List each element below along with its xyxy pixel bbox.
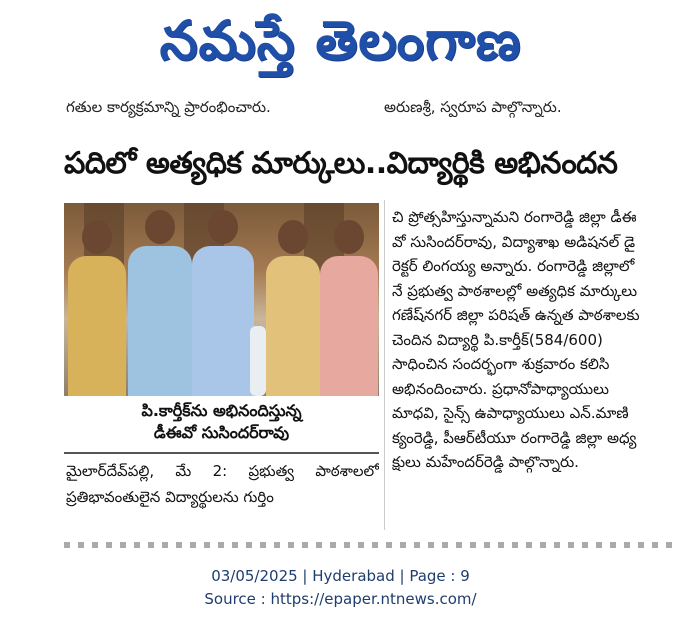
caption-divider xyxy=(64,452,379,454)
caption-line-2: డీఈవో సుసిందర్‌రావు xyxy=(153,423,290,442)
article-line: సాధించిన సందర్భంగా శుక్రవారం కలిసి xyxy=(392,355,610,373)
article-line: చెందిన విద్యార్థి పి.కార్తీక్(584/600) xyxy=(392,330,603,349)
article-line: గణేష్‌నగర్ జిల్లా పరిషత్ ఉన్నత పాఠశాలకు xyxy=(392,306,640,324)
photo-caption xyxy=(64,396,379,450)
column-divider xyxy=(384,200,385,530)
article-line: అభినందించారు. ప్రధానోపాధ్యాయులు xyxy=(392,379,609,398)
article-photo xyxy=(64,203,379,396)
article-line: రెక్టర్ లింగయ్య అన్నారు. రంగారెడ్డి జిల్లాలో xyxy=(392,257,635,275)
strip-left-text: గతుల కార్యక్రమాన్ని ప్రారంభించారు. xyxy=(66,98,271,116)
newspaper-masthead: నమస్తే తెలంగాణ xyxy=(159,8,522,72)
caption-line-1: పి.కార్తీక్‌ను అభినందిస్తున్న xyxy=(141,401,302,420)
clipping-cut-edge xyxy=(64,538,680,552)
article-line: మాధవి, సైన్స్ ఉపాధ్యాయులు ఎన్.మాణి xyxy=(392,404,629,422)
article-headline: పదిలో అత్యధిక మార్కులు..విద్యార్థికి అభినందన xyxy=(64,146,618,181)
previous-article-strip xyxy=(66,94,626,122)
clipping-source-link[interactable]: Source : https://epaper.ntnews.com/ xyxy=(204,590,477,608)
article-line: వో సుసిందర్‌రావు, విద్యాశాఖ అడిషనల్ డై xyxy=(392,232,636,251)
article-left-column: మైలార్‌దేవ్‌పల్లి, మే 2: ప్రభుత్వ పాఠశాలలో ప్రతిభావంతులైన విద్యార్థులను గుర్తిం xyxy=(66,462,379,506)
article-line: క్యంరెడ్డి, పీఆర్‌టీయూ రంగారెడ్డి జిల్లా అధ్య xyxy=(392,428,637,447)
article-line: నే ప్రభుత్వ పాఠశాలల్లో అత్యధిక మార్కులు xyxy=(392,281,638,300)
strip-right-text: అరుణశ్రీ, స్వరూప పాల్గొన్నారు. xyxy=(384,98,562,116)
article-right-column xyxy=(392,205,680,525)
clipping-date-info: 03/05/2025 | Hyderabad | Page : 9 xyxy=(211,567,470,585)
article-line: చి ప్రోత్సహిస్తున్నామని రంగారెడ్డి జిల్లా డీఈ xyxy=(392,208,637,226)
article-line: క్షులు మహేందర్‌రెడ్డి పాల్గొన్నారు. xyxy=(392,453,579,471)
